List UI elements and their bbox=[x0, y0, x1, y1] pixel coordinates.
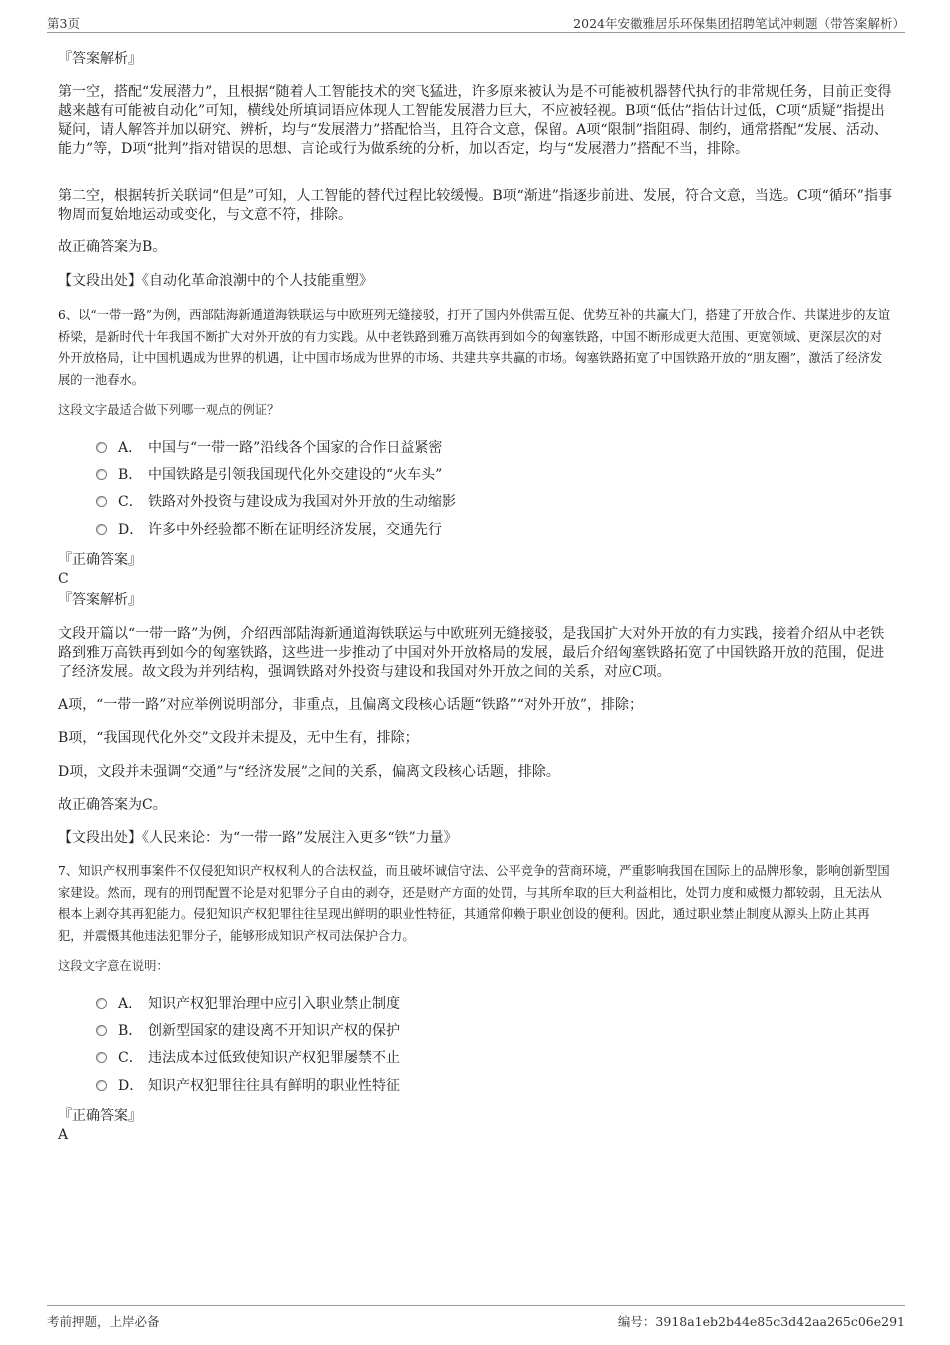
option-key: A． bbox=[118, 440, 143, 456]
option-text: 铁路对外投资与建设成为我国对外开放的生动缩影 bbox=[148, 494, 456, 510]
q6-option-a[interactable] bbox=[96, 437, 442, 457]
q6-conclusion: 故正确答案为C。 bbox=[58, 797, 167, 813]
page-footer bbox=[47, 1305, 905, 1328]
option-text: 知识产权犯罪治理中应引入职业禁止制度 bbox=[148, 996, 400, 1012]
q7-option-a[interactable] bbox=[96, 993, 400, 1013]
q7-answer: A bbox=[58, 1127, 69, 1143]
option-text: 违法成本过低致使知识产权犯罪屡禁不止 bbox=[148, 1050, 400, 1066]
page-number: 第3页 bbox=[47, 16, 80, 31]
q6-analysis: 文段开篇以“一带一路”为例，介绍西部陆海新通道海铁联运与中欧班列无缝接驳，是我国扩大对外开放的有力实践，接着介绍从中老铁路到雅万高铁再到如今的匈塞铁路，这些进一步推动了中国对外开放格局的发展，最后介绍匈塞铁路拓宽了中国铁路开放的范围，促进了经济发展。故文段为并列结构，强调铁路对外投资与建设和我国对外开放之间的关系，对应C项。 bbox=[58, 626, 885, 680]
q6-note-a: A项，“一带一路”对应举例说明部分，非重点，且偏离文段核心话题“铁路”“对外开放”，排除； bbox=[58, 697, 644, 713]
q6-option-b[interactable] bbox=[96, 464, 442, 484]
option-text: 中国铁路是引领我国现代化外交建设的“火车头” bbox=[148, 467, 443, 483]
option-key: C． bbox=[118, 1050, 143, 1066]
option-key: A． bbox=[118, 996, 143, 1012]
radio-button[interactable] bbox=[96, 1025, 107, 1036]
document-serial: 编号：3918a1eb2b44e85c3d42aa265c06e291 bbox=[617, 1314, 905, 1329]
radio-button[interactable] bbox=[96, 1080, 107, 1091]
option-key: D． bbox=[118, 1078, 144, 1094]
footer-slogan: 考前押题，上岸必备 bbox=[47, 1314, 160, 1329]
q5-analysis-para1: 第一空，搭配“发展潜力”，且根据“随着人工智能技术的突飞猛进，许多原来被认为是不可能被机器替代执行的非常规任务，目前正变得越来越有可能被自动化”可知，横线处所填词语应体现人工智能发展潜力巨大，不应被轻视。B项“低估”指估计过低，C项“质疑”指提出疑问，请人解答并加以研究、辨析，均与“发展潜力”搭配恰当，且符合文意，保留。A项“限制”指阻碍、制约，通常搭配“发展、活动、能力”等，D项“批判”指对错误的思想、言论或行为做系统的分析，加以否定，均与“发展潜力”搭配不当，排除。 bbox=[58, 84, 892, 157]
q6-analysis-label: 『答案解析』 bbox=[58, 592, 142, 608]
q5-analysis-para2: 第二空，根据转折关联词“但是”可知，人工智能的替代过程比较缓慢。B项“渐进”指逐步前进、发展，符合文意，当选。C项“循环”指事物周而复始地运动或变化，与文意不符，排除。 bbox=[58, 188, 892, 223]
option-key: C． bbox=[118, 494, 143, 510]
document-title: 2024年安徽雅居乐环保集团招聘笔试冲刺题（带答案解析） bbox=[573, 16, 905, 31]
radio-button[interactable] bbox=[96, 469, 107, 480]
q5-analysis-label: 『答案解析』 bbox=[58, 51, 142, 67]
option-key: B． bbox=[118, 467, 143, 483]
q6-answer-label: 『正确答案』 bbox=[58, 552, 142, 568]
q5-source: 【文段出处】《自动化革命浪潮中的个人技能重塑》 bbox=[58, 273, 373, 289]
q7-option-d[interactable] bbox=[96, 1075, 400, 1095]
radio-button[interactable] bbox=[96, 1052, 107, 1063]
q7-option-b[interactable] bbox=[96, 1020, 400, 1040]
option-key: B． bbox=[118, 1023, 143, 1039]
q6-option-d[interactable] bbox=[96, 519, 442, 539]
q6-question: 这段文字最适合做下列哪一观点的例证？ bbox=[58, 403, 280, 417]
q5-conclusion: 故正确答案为B。 bbox=[58, 239, 167, 255]
q7-option-c[interactable] bbox=[96, 1047, 400, 1067]
q7-answer-label: 『正确答案』 bbox=[58, 1108, 142, 1124]
option-key: D． bbox=[118, 522, 144, 538]
q6-note-d: D项，文段并未强调“交通”与“经济发展”之间的关系，偏离文段核心话题，排除。 bbox=[58, 764, 560, 780]
q6-answer: C bbox=[58, 571, 69, 587]
option-text: 知识产权犯罪往往具有鲜明的职业性特征 bbox=[148, 1078, 400, 1094]
q7-passage: 7、知识产权刑事案件不仅侵犯知识产权权利人的合法权益，而且破坏诚信守法、公平竞争的营商环境，严重影响我国在国际上的品牌形象，影响创新型国家建设。然而，现有的刑罚配置不论是对犯罪分子自由的剥夺，还是财产方面的处罚，与其所牟取的巨大利益相比，处罚力度和威慑力都较弱，且无法从根本上剥夺其再犯能力。侵犯知识产权犯罪往往呈现出鲜明的职业性特征，其通常仰赖于职业创设的便利。因此，通过职业禁止制度从源头上防止其再犯，并震慑其他违法犯罪分子，能够形成知识产权司法保护合力。 bbox=[58, 864, 890, 943]
radio-button[interactable] bbox=[96, 524, 107, 535]
radio-button[interactable] bbox=[96, 442, 107, 453]
page-header bbox=[47, 12, 905, 33]
q6-option-c[interactable] bbox=[96, 491, 456, 511]
q7-question: 这段文字意在说明： bbox=[58, 959, 169, 973]
radio-button[interactable] bbox=[96, 496, 107, 507]
option-text: 中国与“一带一路”沿线各个国家的合作日益紧密 bbox=[148, 440, 443, 456]
option-text: 创新型国家的建设离不开知识产权的保护 bbox=[148, 1023, 400, 1039]
radio-button[interactable] bbox=[96, 998, 107, 1009]
option-text: 许多中外经验都不断在证明经济发展，交通先行 bbox=[148, 522, 442, 538]
q6-passage: 6、以“一带一路”为例，西部陆海新通道海铁联运与中欧班列无缝接驳，打开了国内外供需互促、优势互补的共赢大门，搭建了开放合作、共谋进步的友谊桥梁，是新时代十年我国不断扩大对外开放的有力实践。从中老铁路到雅万高铁再到如今的匈塞铁路，中国不断形成更大范围、更宽领域、更深层次的对外开放格局，让中国机遇成为世界的机遇，让中国市场成为世界的市场、共建共享共赢的市场。匈塞铁路拓宽了中国铁路开放的“朋友圈”，激活了经济发展的一池春水。 bbox=[58, 308, 890, 387]
q6-source: 【文段出处】《人民来论：为“一带一路”发展注入更多“铁”力量》 bbox=[58, 830, 458, 846]
q6-note-b: B项，“我国现代化外交”文段并未提及，无中生有，排除； bbox=[58, 730, 419, 746]
